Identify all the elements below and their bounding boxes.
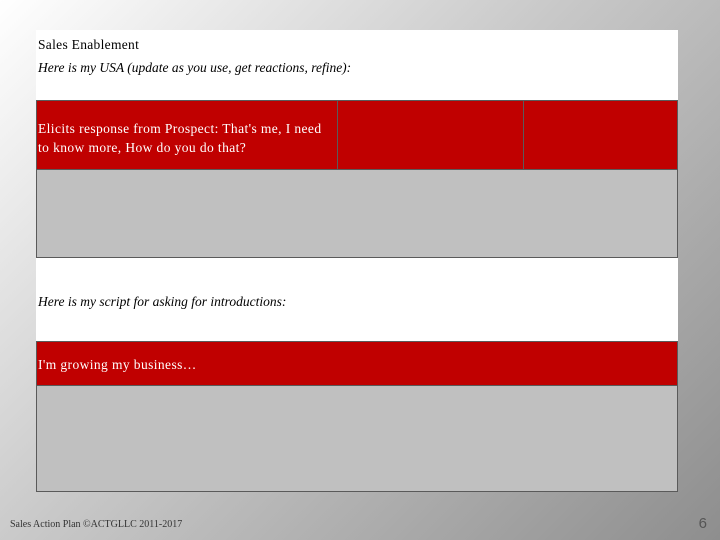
script-prompt-text: I'm growing my business… [38,357,197,372]
usa-empty-cell-3 [524,101,677,169]
usa-answer-area[interactable] [37,170,677,257]
script-instruction: Here is my script for asking for introductions: [38,294,287,309]
footer-copyright: Sales Action Plan ©ACTGLLC 2011-2017 [10,519,183,530]
script-section [36,258,678,342]
usa-table-header-row [37,101,677,170]
usa-instruction: Here is my USA (update as you use, get reactions, refine): [38,60,352,75]
script-table-header-row [37,342,677,386]
header-block [36,30,678,100]
page-number: 6 [698,515,707,532]
usa-table [36,100,678,258]
section-title: Sales Enablement [38,37,140,52]
usa-empty-cell-2 [338,101,524,169]
script-table [36,341,678,492]
usa-prompt-cell [37,101,338,169]
usa-prompt-text: Elicits response from Prospect: That's me, I need to know more, How do you do that? [38,121,322,155]
script-answer-area[interactable] [37,386,677,491]
